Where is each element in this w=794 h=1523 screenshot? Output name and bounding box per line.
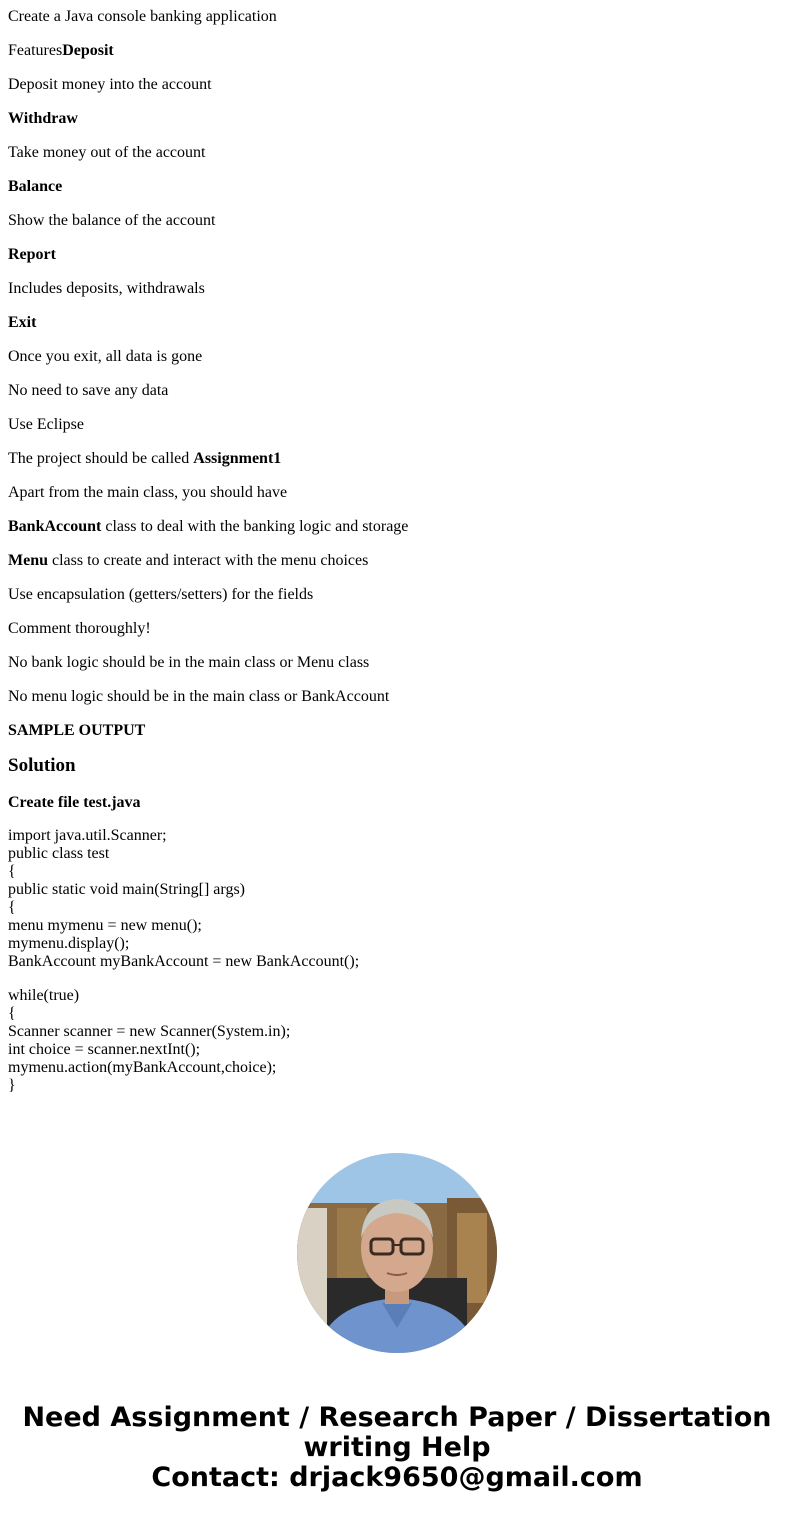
note-bank-class: [8, 517, 788, 551]
feature-desc-report: Includes deposits, withdrawals: [8, 280, 205, 297]
feature-title-exit: Exit: [8, 314, 37, 331]
code-gap: [8, 971, 788, 987]
solution-heading: Solution: [8, 755, 76, 776]
feature-title-withdraw: Withdraw: [8, 110, 78, 127]
bank-class-name: BankAccount: [8, 518, 102, 535]
author-avatar: [297, 1153, 497, 1353]
feature-desc-balance: Show the balance of the account: [8, 212, 216, 229]
sample-output-label: SAMPLE OUTPUT: [8, 722, 146, 739]
feature-desc-withdraw: Take money out of the account: [8, 144, 206, 161]
features-line: [8, 41, 788, 75]
code-block-main: import java.util.Scanner; public class test { public static void main(String[] args) { menu mymenu = new menu(); mymenu.display(); BankAccount myBankAccount = new BankAccount();: [8, 827, 360, 970]
project-prefix: The project should be called: [8, 450, 194, 467]
feature-desc-deposit: Deposit money into the account: [8, 76, 212, 93]
document-body: [8, 7, 788, 1095]
note-project-name: [8, 449, 788, 483]
footer-contact-email: Contact: drjack9650@gmail.com: [151, 1462, 643, 1493]
code-block-loop: while(true) { Scanner scanner = new Scanner(System.in); int choice = scanner.nextInt(); mymenu.action(myBankAccount,choice); }: [8, 987, 291, 1094]
footer-line-1: Need Assignment / Research Paper / Dissertation: [22, 1402, 772, 1433]
features-label: Features: [8, 42, 63, 59]
intro-text: Create a Java console banking application: [8, 8, 277, 25]
note-apart: Apart from the main class, you should have: [8, 484, 288, 501]
bank-class-desc: class to deal with the banking logic and storage: [101, 518, 409, 535]
footer-line-2: writing Help: [303, 1432, 491, 1463]
note-no-bank-logic: No bank logic should be in the main class or Menu class: [8, 654, 370, 671]
note-menu-class: [8, 551, 788, 585]
note-comment: Comment thoroughly!: [8, 620, 151, 637]
feature-title-balance: Balance: [8, 178, 63, 195]
menu-class-name: Menu: [8, 552, 48, 569]
project-name: Assignment1: [193, 450, 282, 467]
note-no-menu-logic: No menu logic should be in the main class or BankAccount: [8, 688, 390, 705]
menu-class-desc: class to create and interact with the menu choices: [48, 552, 369, 569]
note-encapsulation: Use encapsulation (getters/setters) for the fields: [8, 586, 314, 603]
note-no-save: No need to save any data: [8, 382, 169, 399]
feature-title-deposit: Deposit: [62, 42, 114, 59]
note-eclipse: Use Eclipse: [8, 416, 84, 433]
footer-contact: [0, 1403, 794, 1493]
file-heading: Create file test.java: [8, 794, 141, 811]
feature-title-report: Report: [8, 246, 56, 263]
feature-desc-exit: Once you exit, all data is gone: [8, 348, 203, 365]
author-photo-illustration: [297, 1153, 497, 1353]
